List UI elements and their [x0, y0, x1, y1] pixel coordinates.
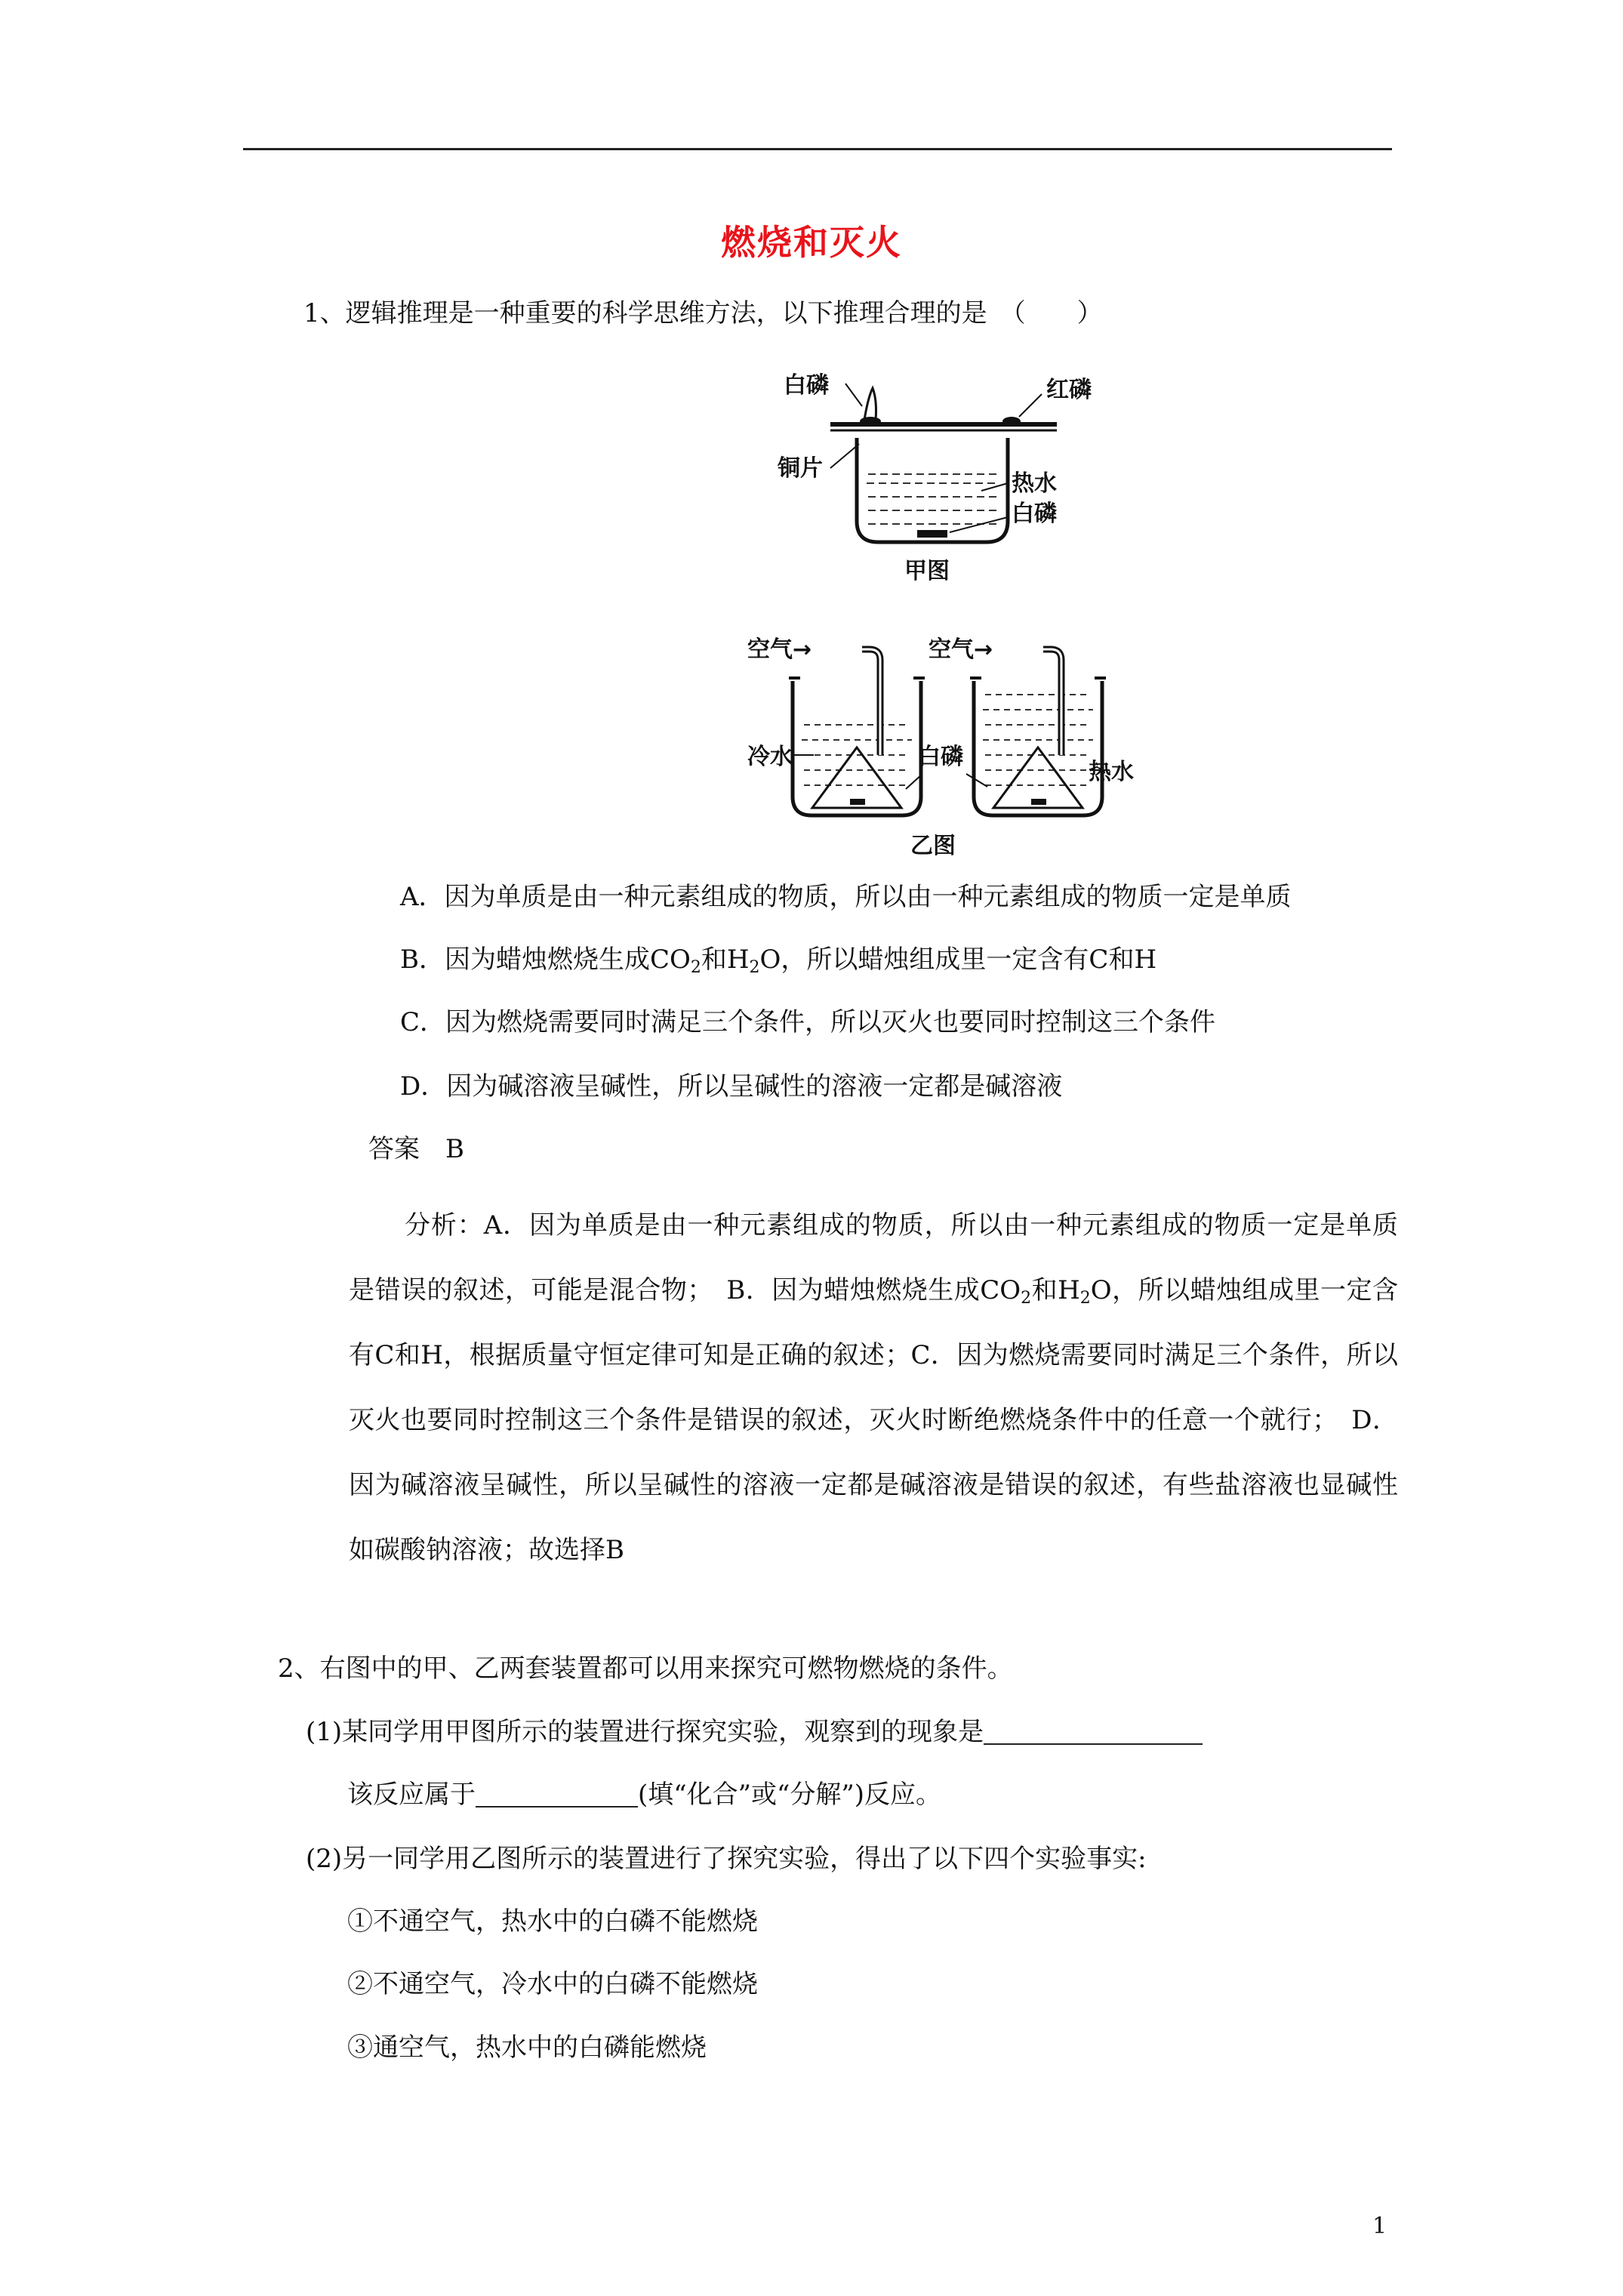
- yi-apparatus: [747, 636, 1134, 859]
- fact-3: ③通空气，热水中的白磷能燃烧: [347, 2032, 707, 2063]
- jia-label-red-p: 红磷: [1046, 377, 1092, 403]
- question-1-stem: 1、逻辑推理是一种重要的科学思维方法，以下推理合理的是 （ ）: [303, 298, 1103, 328]
- yi-caption: 乙图: [910, 833, 956, 859]
- yi-air-label-right: 空气→: [929, 636, 993, 663]
- analysis-paragraph: 分析：A．因为单质是由一种元素组成的物质，所以由一种元素组成的物质一定是单质是错误的叙述，可能是混合物； B．因为蜡烛燃烧生成$CO_2$和$H_2O$，所以蜡烛组成里一定含有C和H，根据质量守恒定律可知是正确的叙述；C．因为燃烧需要同时满足三个条件，所以灭火也要同时控制这三个条件是错误的叙述，灭火时断绝燃烧条件中的任意一个就行； D．因为碱溶液呈碱性，所以呈碱性的溶液一定都是碱溶液是错误的叙述，有些盐溶液也显碱性如碳酸钠溶液；故选择B: [349, 1210, 1399, 1565]
- question-2-part-1: (1)某同学用甲图所示的装置进行探究实验，观察到的现象是: [306, 1715, 1203, 1749]
- option-a: A．因为单质是由一种元素组成的物质，所以由一种元素组成的物质一定是单质: [400, 882, 1292, 912]
- experiment-figure: [747, 362, 1140, 868]
- option-d: D．因为碱溶液呈碱性，所以呈碱性的溶液一定都是碱溶液: [400, 1071, 1063, 1102]
- jia-label-white-p-top: 白磷: [784, 372, 829, 399]
- answer-blank-reaction-type[interactable]: [476, 1779, 638, 1808]
- question-2-part-1-reaction: 该反应属于 (填“化合”或“分解”)反应。: [347, 1780, 942, 1810]
- jia-apparatus: [777, 372, 1092, 584]
- question-2-stem: 2、右图中的甲、乙两套装置都可以用来探究可燃物燃烧的条件。: [278, 1653, 1013, 1684]
- option-c: C．因为燃烧需要同时满足三个条件，所以灭火也要同时控制这三个条件: [400, 1007, 1216, 1037]
- yi-air-label-left: 空气→: [747, 636, 812, 663]
- page-number: 1: [1372, 2213, 1387, 2239]
- jia-label-hot-water: 热水: [1012, 470, 1057, 497]
- fact-2: ②不通空气，冷水中的白磷不能燃烧: [347, 1969, 758, 1999]
- jia-label-white-p-bottom: 白磷: [1012, 501, 1057, 527]
- answer-blank-phenomenon[interactable]: [984, 1716, 1203, 1745]
- fact-1: ①不通空气，热水中的白磷不能燃烧: [347, 1906, 758, 1937]
- jia-label-copper-sheet: 铜片: [778, 455, 823, 482]
- question-2-part-2: (2)另一同学用乙图所示的装置进行了探究实验，得出了以下四个实验事实:: [306, 1844, 1147, 1874]
- header-rule: [243, 148, 1392, 150]
- yi-label-white-p: 白磷: [918, 744, 963, 770]
- option-b: B．因为蜡烛燃烧生成$CO_2$和$H_2O$，所以蜡烛组成里一定含有C和H: [400, 945, 1157, 977]
- page-title: 燃烧和灭火: [721, 222, 902, 263]
- jia-caption: 甲图: [904, 558, 950, 584]
- answer: 答案 B: [368, 1134, 464, 1164]
- yi-label-cold-water: 冷水: [747, 744, 793, 770]
- yi-label-hot-water: 热水: [1089, 759, 1134, 785]
